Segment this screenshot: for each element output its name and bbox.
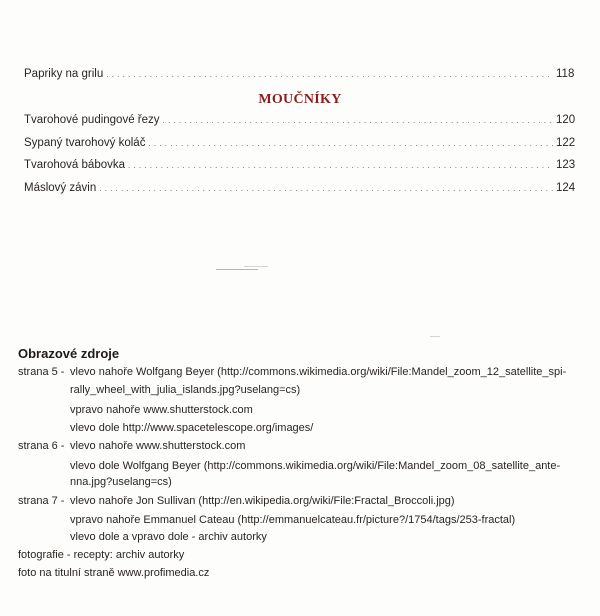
toc-entry-title: Máslový závin	[24, 182, 97, 194]
toc-entry-page: 120	[556, 114, 576, 126]
toc-entry	[24, 181, 574, 196]
toc-entry-title: Papriky na grilu	[24, 68, 104, 80]
scan-smudge	[244, 266, 268, 267]
source-line: vpravo nahoře Emmanuel Cateau (http://emmanuelcateau.fr/picture?/1754/tags/253-fractal)	[70, 514, 516, 526]
toc-entry	[24, 136, 574, 151]
toc-entry-title: Sypaný tvarohový koláč	[24, 137, 146, 149]
source-line: vlevo nahoře Wolfgang Beyer (http://commons.wikimedia.org/wiki/File:Mandel_zoom_12_satellite_spi-	[70, 366, 567, 378]
source-line: rally_wheel_with_julia_islands.jpg?uselang=cs)	[70, 384, 301, 396]
scan-smudge	[430, 336, 440, 337]
source-page-label: strana 6 -	[18, 440, 65, 452]
section-heading: MOUČNÍKY	[258, 92, 342, 107]
toc-entry	[24, 158, 574, 173]
toc-entry-title: Tvarohová bábovka	[24, 159, 126, 171]
source-line: vpravo nahoře www.shutterstock.com	[70, 404, 253, 416]
source-page-label: strana 7 -	[18, 495, 65, 507]
toc-entry-page: 122	[556, 137, 576, 149]
source-line: fotografie - recepty: archiv autorky	[18, 549, 185, 561]
toc-leader-dots	[148, 137, 553, 151]
toc-entry-page: 118	[556, 68, 575, 80]
toc-entry-page: 124	[556, 182, 576, 194]
toc-entry-page: 123	[556, 159, 576, 171]
source-line: vlevo nahoře www.shutterstock.com	[70, 440, 246, 452]
toc-entry-title: Tvarohové pudingové řezy	[24, 114, 160, 126]
source-line: vlevo dole a vpravo dole - archiv autorky	[70, 531, 267, 543]
toc-entry	[24, 67, 574, 82]
source-line: foto na titulní straně www.profimedia.cz	[18, 567, 210, 579]
source-line: vlevo nahoře Jon Sullivan (http://en.wikipedia.org/wiki/File:Fractal_Broccoli.jpg)	[70, 495, 455, 507]
scan-smudge	[216, 269, 258, 270]
toc-leader-dots	[128, 159, 553, 173]
toc-leader-dots	[99, 182, 553, 196]
source-page-label: strana 5 -	[18, 366, 65, 378]
toc-leader-dots	[163, 114, 553, 128]
toc-entry	[24, 113, 574, 128]
source-line: vlevo dole Wolfgang Beyer (http://commons.wikimedia.org/wiki/File:Mandel_zoom_08_satellite_ante-	[70, 460, 561, 472]
source-line: vlevo dole http://www.spacetelescope.org/images/	[70, 422, 314, 434]
toc-leader-dots	[106, 68, 553, 82]
sources-title: Obrazové zdroje	[18, 346, 120, 361]
source-line: nna.jpg?uselang=cs)	[70, 476, 172, 488]
